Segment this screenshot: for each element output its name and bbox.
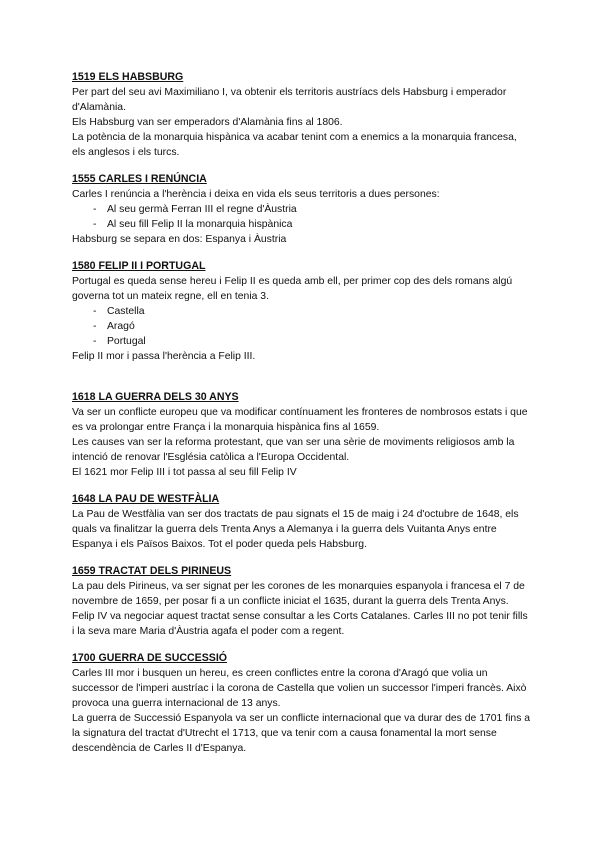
section-heading: 1519 ELS HABSBURG	[72, 71, 184, 83]
section-1555	[72, 172, 532, 247]
paragraph: Carles III mor i busquen un hereu, es creen conflictes entre la corona d'Aragó que volia un successor de l'imperi austríac i la corona de Castella que volien un successor l'imperi francès. Això provoca una guerra internacional de 13 anys.	[72, 668, 527, 709]
paragraph: El 1621 mor Felip III i tot passa al seu fill Felip IV	[72, 467, 297, 478]
paragraph: Carles I renúncia a l'herència i deixa en vida els seus territoris a dues persones:	[72, 189, 440, 200]
paragraph: La pau dels Pirineus, va ser signat per les corones de les monarquies espanyola i francesa el 7 de novembre de 1659, per posar fi a un conflicte iniciat el 1635, durant la guerra dels Trenta Anys. Felip IV va negociar aquest tractat sense consultar a les Corts Catalanes. Carles III no pot tenir fills i la seva mare Maria d'Àustria agafa el poder com a regent.	[72, 581, 528, 637]
section-1618	[72, 390, 532, 480]
document-page	[72, 70, 532, 756]
section-1700	[72, 651, 532, 756]
section-heading: 1618 LA GUERRA DELS 30 ANYS	[72, 391, 239, 403]
list-item: - Portugal	[93, 334, 532, 349]
paragraph: Va ser un conflicte europeu que va modificar contínuament les fronteres de nombrosos estats i que es va prolongar entre França i la monarquia hispànica fins al 1659.	[72, 407, 528, 433]
list-item: - Aragó	[93, 319, 532, 334]
dash-list	[72, 202, 532, 232]
paragraph: Portugal es queda sense hereu i Felip II es queda amb ell, per primer cop des dels romans algú governa tot un mateix regne, ell en tenia 3.	[72, 276, 513, 302]
paragraph: Felip II mor i passa l'herència a Felip III.	[72, 351, 256, 362]
paragraph: La guerra de Successió Espanyola va ser un conflicte internacional que va durar des de 1701 fins a la signatura del tractat d'Utrecht el 1713, que va tenir com a causa fonamental la mort sense descendència de Carles II d'Espanya.	[72, 713, 531, 754]
section-1648	[72, 492, 532, 552]
list-item: - Al seu fill Felip II la monarquia hispànica	[93, 217, 532, 232]
section-1580	[72, 259, 532, 364]
paragraph: La Pau de Westfàlia van ser dos tractats de pau signats el 15 de maig i 24 d'octubre de 1648, els quals va finalitzar la guerra dels Trenta Anys a Alemanya i la guerra dels Vuitanta Anys entre Espanya i els Països Baixos. Tot el poder queda pels Habsburg.	[72, 509, 519, 550]
paragraph: Habsburg se separa en dos: Espanya i Àustria	[72, 234, 287, 245]
list-item: - Al seu germà Ferran III el regne d'Àustria	[93, 202, 532, 217]
dash-list	[72, 304, 532, 349]
section-1519	[72, 70, 532, 160]
paragraph: Per part del seu avi Maximiliano I, va obtenir els territoris austríacs dels Habsburg i emperador d'Alamània.	[72, 87, 507, 113]
section-1659	[72, 564, 532, 639]
paragraph: Els Habsburg van ser emperadors d'Alamània fins al 1806.	[72, 117, 343, 128]
paragraph: Les causes van ser la reforma protestant, que van ser una sèrie de moviments religiosos amb la intenció de renovar l'Església catòlica a l'Europa Occidental.	[72, 437, 515, 463]
section-heading: 1700 GUERRA DE SUCCESSIÓ	[72, 652, 228, 664]
paragraph: La potència de la monarquia hispànica va acabar tenint com a enemics a la monarquia francesa, els anglesos i els turcs.	[72, 132, 517, 158]
list-item: - Castella	[93, 304, 532, 319]
section-heading: 1580 FELIP II I PORTUGAL	[72, 260, 206, 272]
section-heading: 1555 CARLES I RENÚNCIA	[72, 173, 207, 185]
section-heading: 1659 TRACTAT DELS PIRINEUS	[72, 565, 232, 577]
section-heading: 1648 LA PAU DE WESTFÀLIA	[72, 493, 220, 505]
